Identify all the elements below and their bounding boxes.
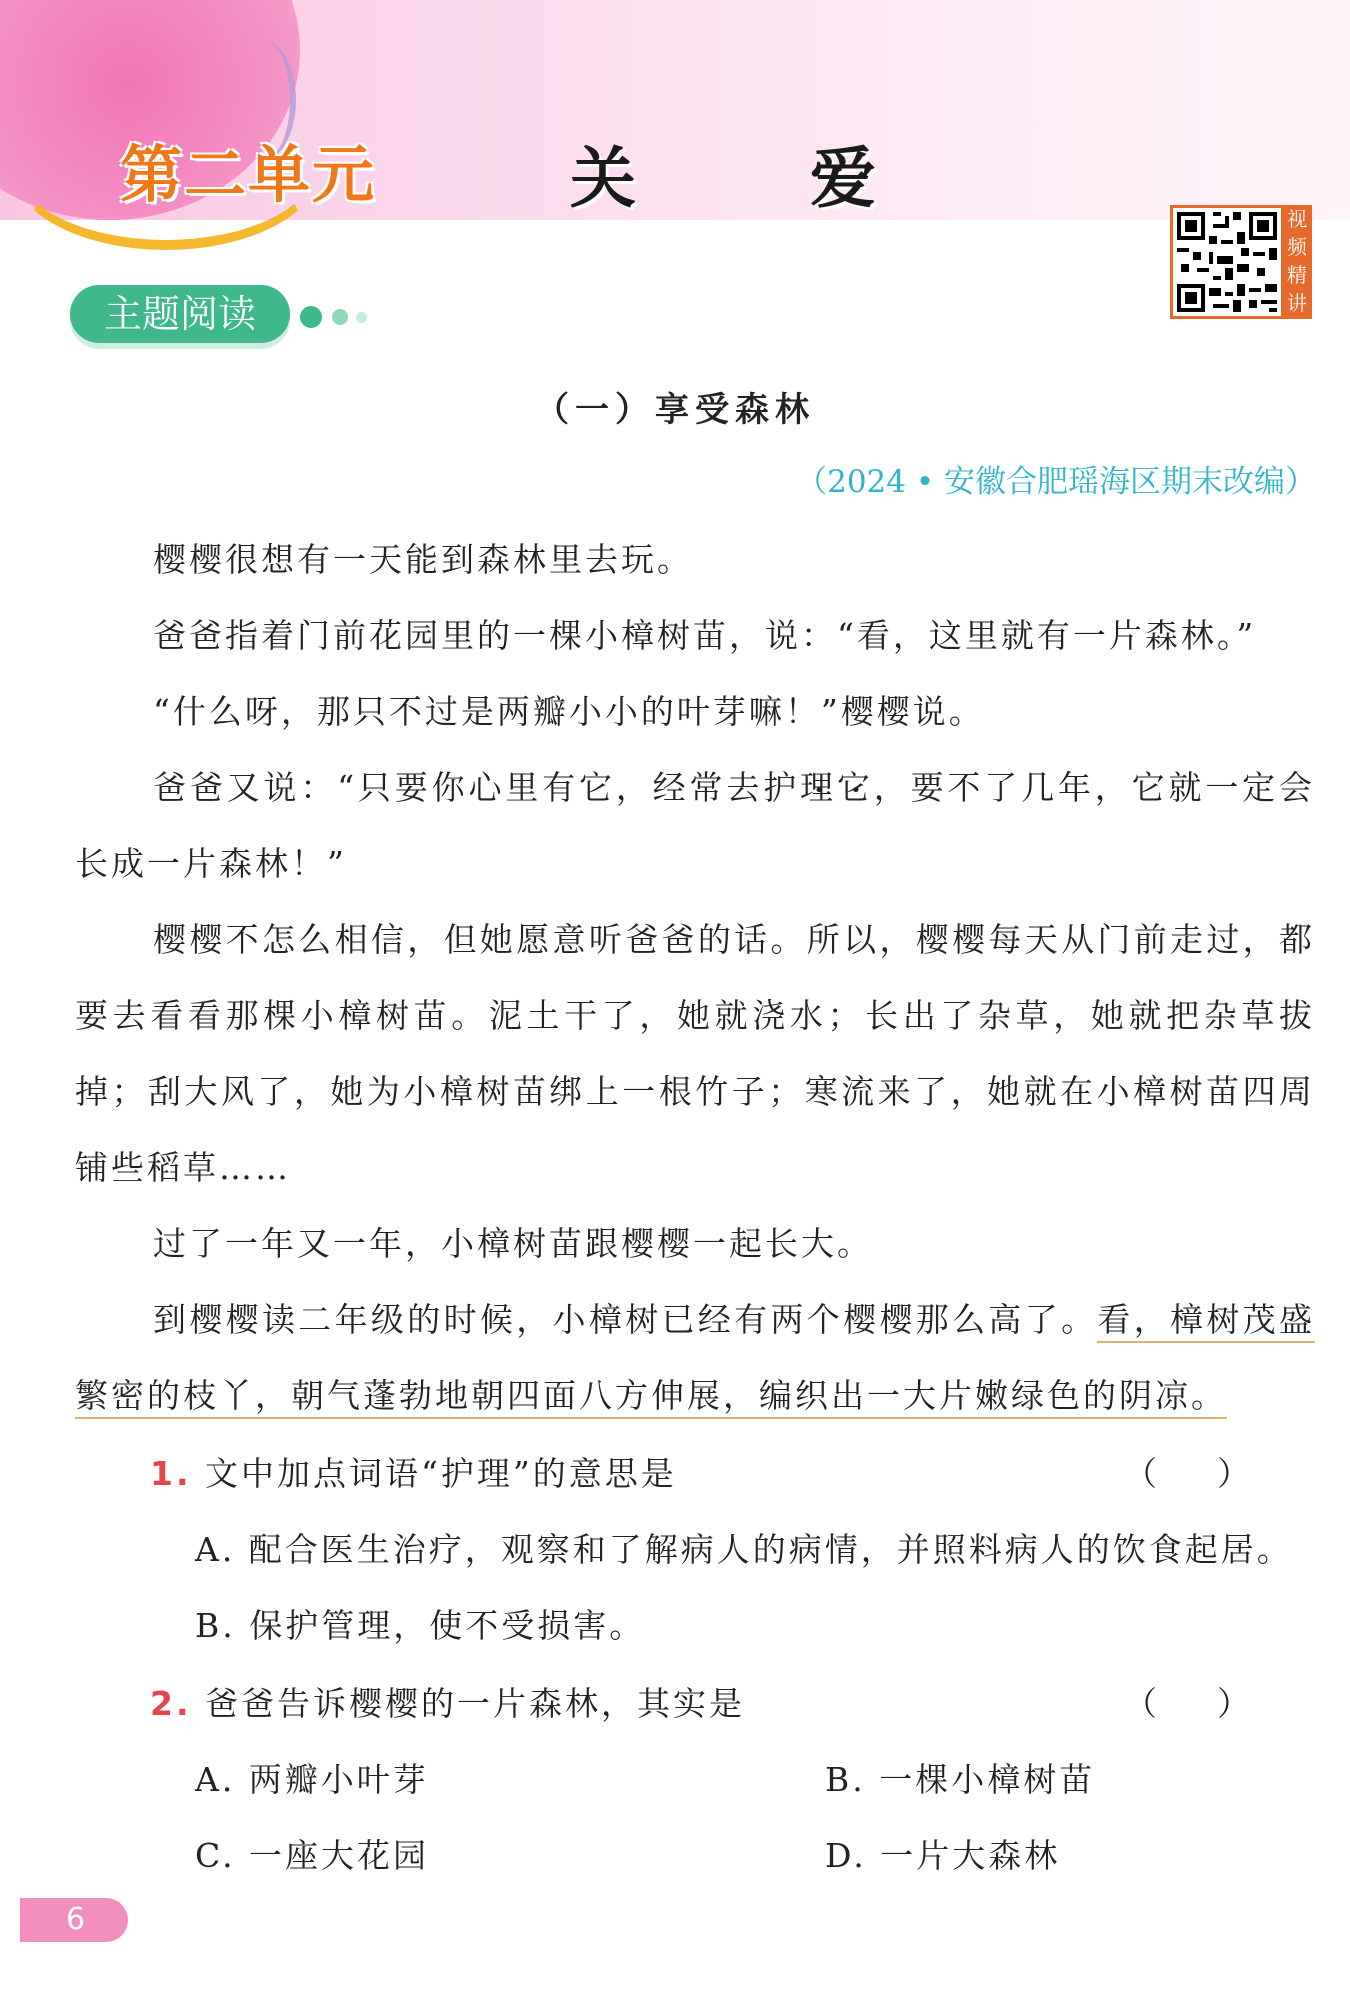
dotted-char: 护 • (763, 768, 800, 807)
passage-source: （2024 • 安徽合肥瑶海区期末改编） (796, 464, 1316, 500)
option-d[interactable]: D. 一片大森林 (825, 1836, 1061, 1875)
option-a[interactable]: A. 配合医生治疗，观察和了解病人的病情，并照料病人的饮食起居。 (195, 1530, 1293, 1569)
paragraph-text: 爸爸又说：“只要你心里有它，经常去 (153, 768, 764, 807)
qr-code-icon[interactable] (1170, 205, 1284, 319)
answer-blank[interactable]: （） (1124, 1454, 1310, 1493)
qr-tag-label: 视频精讲 (1282, 205, 1312, 319)
paragraph: 过了一年又一年，小樟树苗跟樱樱一起长大。 (153, 1224, 873, 1263)
option-a[interactable]: A. 两瓣小叶芽 (195, 1760, 429, 1799)
paragraph: 樱樱不怎么相信，但她愿意听爸爸的话。所以，樱樱每天从门前走过，都要去看看那棵小樟树苗。泥土干了，她就浇水；长出了杂草，她就把杂草拔掉；刮大风了，她为小樟树苗绑上一根竹子；寒流来了，她就在小樟树苗四周铺些稻草…… (75, 920, 1315, 1187)
option-c[interactable]: C. 一座大花园 (195, 1836, 430, 1875)
section-label: 主题阅读 (70, 285, 290, 343)
decorative-dot (356, 312, 367, 323)
unit-theme-char: 关 (570, 140, 636, 217)
dotted-char: 理 • (800, 768, 837, 807)
option-b[interactable]: B. 一棵小樟树苗 (825, 1760, 1096, 1799)
paragraph: 爸爸指着门前花园里的一棵小樟树苗，说：“看，这里就有一片森林。” (153, 616, 1257, 655)
question-text: 爸爸告诉樱樱的一片森林，其实是 (205, 1684, 745, 1723)
unit-theme-char: 爱 (810, 140, 876, 217)
option-b[interactable]: B. 保护管理，使不受损害。 (195, 1606, 646, 1645)
paragraph-text: 到樱樱读二年级的时候，小樟树已经有两个樱樱那么高了。 (153, 1300, 1098, 1339)
underlined-sentence: 看，樟树茂盛繁密的枝丫，朝气蓬勃地朝四面八方伸展，编织出一大片嫩绿色的阴凉。 (75, 1300, 1315, 1419)
decorative-dot (332, 309, 348, 325)
paragraph: 樱樱很想有一天能到森林里去玩。 (153, 540, 693, 579)
decorative-dot (300, 306, 322, 328)
question-text: 文中加点词语“护理”的意思是 (205, 1454, 677, 1493)
paragraph-text: 它，要不了几年，它就一定会长成一片森林！” (75, 768, 1316, 883)
answer-blank[interactable]: （） (1124, 1684, 1310, 1723)
passage-title: （一）享受森林 (535, 390, 815, 430)
question-number: 2. (150, 1684, 192, 1723)
paragraph (75, 750, 1315, 902)
page-number: 6 (20, 1898, 128, 1942)
paragraph (75, 1282, 1315, 1434)
unit-label: 第二单元 (120, 138, 377, 211)
paragraph: “什么呀，那只不过是两瓣小小的叶芽嘛！”樱樱说。 (153, 692, 985, 731)
question-number: 1. (150, 1454, 192, 1493)
